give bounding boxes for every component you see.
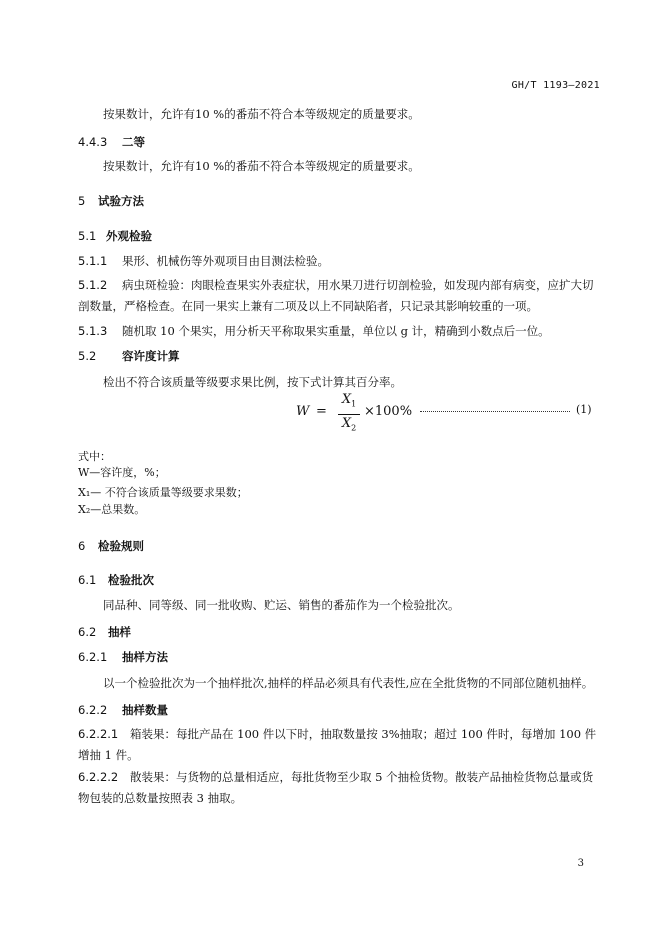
section-title: 检验批次	[108, 573, 154, 587]
section-number: 6.1	[78, 573, 97, 587]
clause-number: 6.2.2.2	[78, 770, 119, 784]
definition-x1: X₁— 不符合该质量等级要求果数；	[78, 486, 248, 499]
paragraph-sampling-method: 以一个检验批次为一个抽样批次,抽样的样品必须具有代表性,应在全批货物的不同部位随机抽样。	[103, 676, 594, 690]
section-6-2-heading	[78, 624, 131, 640]
paragraph-tolerance-intro: 检出不符合该质量等级要求果比例，按下式计算其百分率。	[103, 375, 402, 389]
clause-5-1-3	[78, 323, 550, 339]
clause-6-2-2-2	[78, 767, 600, 809]
clause-text: 散装果：与货物的总量相适应，每批货物至少取 5 个抽检货物。散装产品抽检货物总量或货物包装的总数量按照表 3 抽取。	[78, 770, 594, 805]
dot-leader	[420, 411, 570, 412]
definition-x2: X₂—总果数。	[78, 503, 146, 516]
standard-number: GH/T 1193—2021	[511, 80, 600, 91]
formula-multiplier: ×100%	[364, 404, 413, 419]
clause-title: 抽样方法	[122, 650, 168, 664]
section-number: 5.1	[78, 229, 97, 243]
clause-6-2-2-1	[78, 724, 600, 766]
section-title: 抽样	[108, 625, 131, 639]
clause-text: 箱装果：每批产品在 100 件以下时，抽取数量按 3%抽取；超过 100 件时，每增加 100 件增抽 1 件。	[78, 727, 597, 762]
clause-number: 6.2.2.1	[78, 727, 119, 741]
fraction-bar	[338, 414, 360, 415]
section-5-2-heading	[78, 348, 180, 364]
paragraph-inspection-batch: 同品种、同等级、同一批收购、贮运、销售的番茄作为一个检验批次。	[103, 598, 460, 612]
formula-fraction	[338, 392, 360, 436]
paragraph-first-grade-tolerance: 按果数计，允许有10 %的番茄不符合本等级规定的质量要求。	[103, 107, 420, 121]
section-5-heading	[78, 193, 144, 209]
clause-text: 病虫斑检验：肉眼检查果实外表症状，用水果刀进行切剖检验，如发现内部有病变，应扩大切剖数量，严格检查。在同一果实上兼有二项及以上不同缺陷者，只记录其影响较重的一项。	[78, 278, 594, 313]
section-title: 试验方法	[98, 194, 144, 208]
clause-5-1-1	[78, 253, 329, 269]
section-number: 5	[78, 194, 86, 208]
section-number: 6.2	[78, 625, 97, 639]
definition-w: W—容许度，%；	[78, 466, 166, 479]
clause-title: 抽样数量	[122, 703, 168, 717]
where-label: 式中：	[78, 450, 111, 463]
clause-5-1-2	[78, 275, 600, 317]
clause-6-2-1-heading	[78, 649, 168, 665]
clause-number: 6.2.2	[78, 703, 108, 717]
clause-number: 5.1.2	[78, 278, 108, 292]
tolerance-formula	[296, 392, 601, 432]
formula-numerator: $X_1$	[341, 392, 357, 409]
clause-text: 果形、机械伤等外观项目由目测法检验。	[122, 254, 329, 268]
section-number: 5.2	[78, 349, 97, 363]
clause-text: 随机取 10 个果实，用分析天平称取果实重量，单位以 g 计，精确到小数点后一位。	[122, 324, 550, 338]
clause-number: 4.4.3	[78, 135, 108, 149]
formula-equals: =	[316, 404, 327, 419]
clause-number: 5.1.1	[78, 254, 108, 268]
section-title: 容许度计算	[122, 349, 180, 363]
section-6-1-heading	[78, 572, 154, 588]
paragraph-second-grade-tolerance: 按果数计，允许有10 %的番茄不符合本等级规定的质量要求。	[103, 159, 420, 173]
section-title: 检验规则	[98, 539, 144, 553]
section-title: 外观检验	[106, 229, 152, 243]
clause-4-4-3-heading	[78, 134, 145, 150]
section-6-heading	[78, 538, 144, 554]
equation-number: (1)	[576, 403, 592, 416]
clause-6-2-2-heading	[78, 702, 168, 718]
section-number: 6	[78, 539, 86, 553]
clause-number: 5.1.3	[78, 324, 108, 338]
page-number: 3	[577, 858, 584, 869]
clause-title: 二等	[122, 135, 145, 149]
clause-number: 6.2.1	[78, 650, 108, 664]
formula-lhs: W	[296, 404, 310, 419]
section-5-1-heading	[78, 228, 152, 244]
formula-denominator: $X_2$	[341, 415, 357, 433]
